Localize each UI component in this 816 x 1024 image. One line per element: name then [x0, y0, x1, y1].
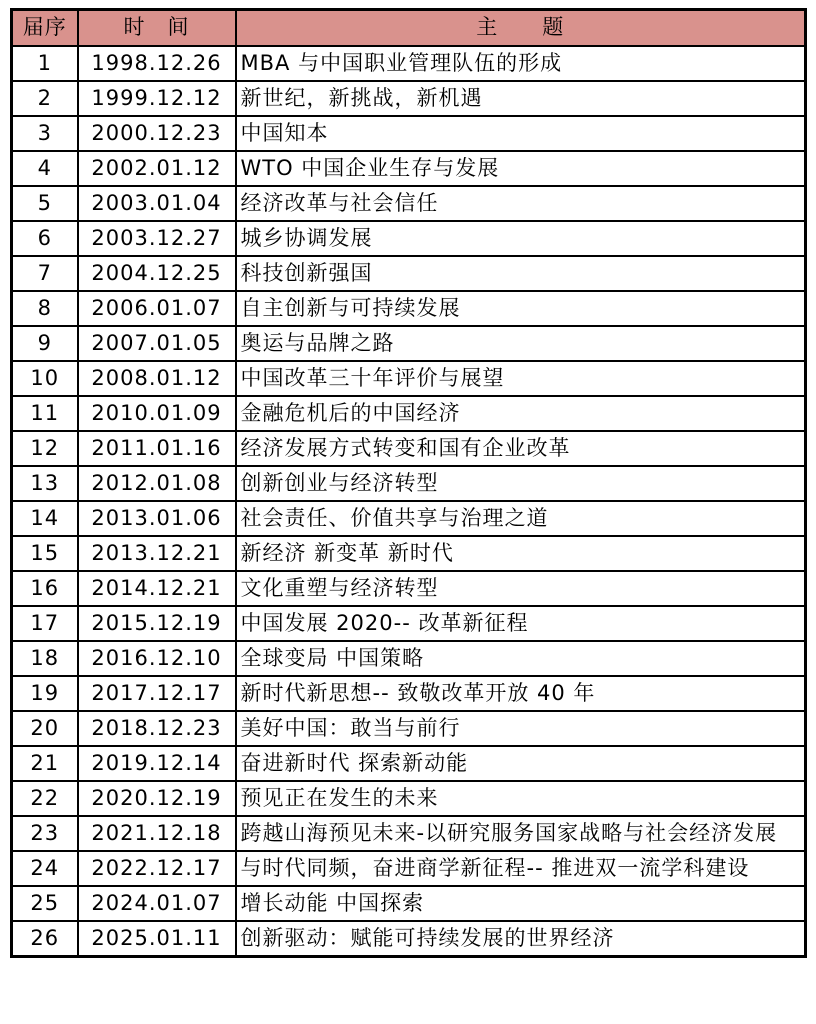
table-row: [12, 641, 806, 676]
session-cell: 26: [12, 921, 78, 957]
table-row: [12, 571, 806, 606]
date-cell: 2012.01.08: [78, 466, 236, 501]
session-cell: 24: [12, 851, 78, 886]
table-row: [12, 81, 806, 116]
table-row: [12, 221, 806, 256]
table-row: [12, 151, 806, 186]
topic-cell: 创新驱动：赋能可持续发展的世界经济: [236, 921, 806, 957]
topic-cell: 金融危机后的中国经济: [236, 396, 806, 431]
topic-cell: 全球变局 中国策略: [236, 641, 806, 676]
session-cell: 2: [12, 81, 78, 116]
session-cell: 14: [12, 501, 78, 536]
topic-cell: 美好中国：敢当与前行: [236, 711, 806, 746]
session-cell: 18: [12, 641, 78, 676]
topic-cell: WTO 中国企业生存与发展: [236, 151, 806, 186]
date-cell: 2022.12.17: [78, 851, 236, 886]
table-row: [12, 396, 806, 431]
header-topic: 主 题: [236, 10, 806, 46]
topic-cell: MBA 与中国职业管理队伍的形成: [236, 46, 806, 81]
date-cell: 2002.01.12: [78, 151, 236, 186]
table-row: [12, 256, 806, 291]
topic-cell: 创新创业与经济转型: [236, 466, 806, 501]
date-cell: 2018.12.23: [78, 711, 236, 746]
topic-cell: 奋进新时代 探索新动能: [236, 746, 806, 781]
session-cell: 13: [12, 466, 78, 501]
session-cell: 5: [12, 186, 78, 221]
session-cell: 12: [12, 431, 78, 466]
table-row: [12, 116, 806, 151]
header-session: 届序: [12, 10, 78, 46]
date-cell: 2000.12.23: [78, 116, 236, 151]
session-cell: 8: [12, 291, 78, 326]
date-cell: 2015.12.19: [78, 606, 236, 641]
table-body: [12, 46, 806, 957]
date-cell: 2020.12.19: [78, 781, 236, 816]
table-row: [12, 291, 806, 326]
table-row: [12, 431, 806, 466]
date-cell: 2011.01.16: [78, 431, 236, 466]
date-cell: 1998.12.26: [78, 46, 236, 81]
table-row: [12, 361, 806, 396]
topic-cell: 与时代同频，奋进商学新征程-- 推进双一流学科建设: [236, 851, 806, 886]
session-cell: 25: [12, 886, 78, 921]
session-cell: 21: [12, 746, 78, 781]
table-row: [12, 326, 806, 361]
session-cell: 6: [12, 221, 78, 256]
session-cell: 9: [12, 326, 78, 361]
session-cell: 10: [12, 361, 78, 396]
table-row: [12, 781, 806, 816]
topic-cell: 城乡协调发展: [236, 221, 806, 256]
date-cell: 1999.12.12: [78, 81, 236, 116]
topic-cell: 社会责任、价值共享与治理之道: [236, 501, 806, 536]
header-date: 时 间: [78, 10, 236, 46]
session-cell: 3: [12, 116, 78, 151]
table-header: [12, 10, 806, 46]
date-cell: 2010.01.09: [78, 396, 236, 431]
topic-cell: 奥运与品牌之路: [236, 326, 806, 361]
table-row: [12, 606, 806, 641]
topic-cell: 新世纪，新挑战，新机遇: [236, 81, 806, 116]
session-cell: 20: [12, 711, 78, 746]
session-cell: 16: [12, 571, 78, 606]
date-cell: 2008.01.12: [78, 361, 236, 396]
table-row: [12, 851, 806, 886]
table-row: [12, 186, 806, 221]
table-row: [12, 921, 806, 957]
session-cell: 1: [12, 46, 78, 81]
date-cell: 2003.01.04: [78, 186, 236, 221]
session-cell: 17: [12, 606, 78, 641]
topic-cell: 中国知本: [236, 116, 806, 151]
session-cell: 7: [12, 256, 78, 291]
table-row: [12, 816, 806, 851]
topic-cell: 文化重塑与经济转型: [236, 571, 806, 606]
topic-cell: 增长动能 中国探索: [236, 886, 806, 921]
date-cell: 2025.01.11: [78, 921, 236, 957]
date-cell: 2006.01.07: [78, 291, 236, 326]
topic-cell: 经济改革与社会信任: [236, 186, 806, 221]
date-cell: 2019.12.14: [78, 746, 236, 781]
topic-cell: 跨越山海预见未来-以研究服务国家战略与社会经济发展: [236, 816, 806, 851]
session-cell: 11: [12, 396, 78, 431]
table-row: [12, 46, 806, 81]
date-cell: 2014.12.21: [78, 571, 236, 606]
session-cell: 15: [12, 536, 78, 571]
table-row: [12, 536, 806, 571]
topic-cell: 新经济 新变革 新时代: [236, 536, 806, 571]
topic-cell: 自主创新与可持续发展: [236, 291, 806, 326]
session-cell: 4: [12, 151, 78, 186]
sessions-table: [10, 8, 807, 958]
date-cell: 2021.12.18: [78, 816, 236, 851]
date-cell: 2003.12.27: [78, 221, 236, 256]
table-row: [12, 711, 806, 746]
topic-cell: 预见正在发生的未来: [236, 781, 806, 816]
topic-cell: 中国发展 2020-- 改革新征程: [236, 606, 806, 641]
table-row: [12, 466, 806, 501]
table-row: [12, 676, 806, 711]
table-row: [12, 746, 806, 781]
date-cell: 2004.12.25: [78, 256, 236, 291]
header-row: [12, 10, 806, 46]
session-cell: 22: [12, 781, 78, 816]
topic-cell: 科技创新强国: [236, 256, 806, 291]
session-cell: 19: [12, 676, 78, 711]
date-cell: 2013.12.21: [78, 536, 236, 571]
topic-cell: 新时代新思想-- 致敬改革开放 40 年: [236, 676, 806, 711]
date-cell: 2024.01.07: [78, 886, 236, 921]
topic-cell: 经济发展方式转变和国有企业改革: [236, 431, 806, 466]
table-row: [12, 501, 806, 536]
date-cell: 2013.01.06: [78, 501, 236, 536]
date-cell: 2016.12.10: [78, 641, 236, 676]
session-cell: 23: [12, 816, 78, 851]
table-row: [12, 886, 806, 921]
date-cell: 2007.01.05: [78, 326, 236, 361]
date-cell: 2017.12.17: [78, 676, 236, 711]
topic-cell: 中国改革三十年评价与展望: [236, 361, 806, 396]
